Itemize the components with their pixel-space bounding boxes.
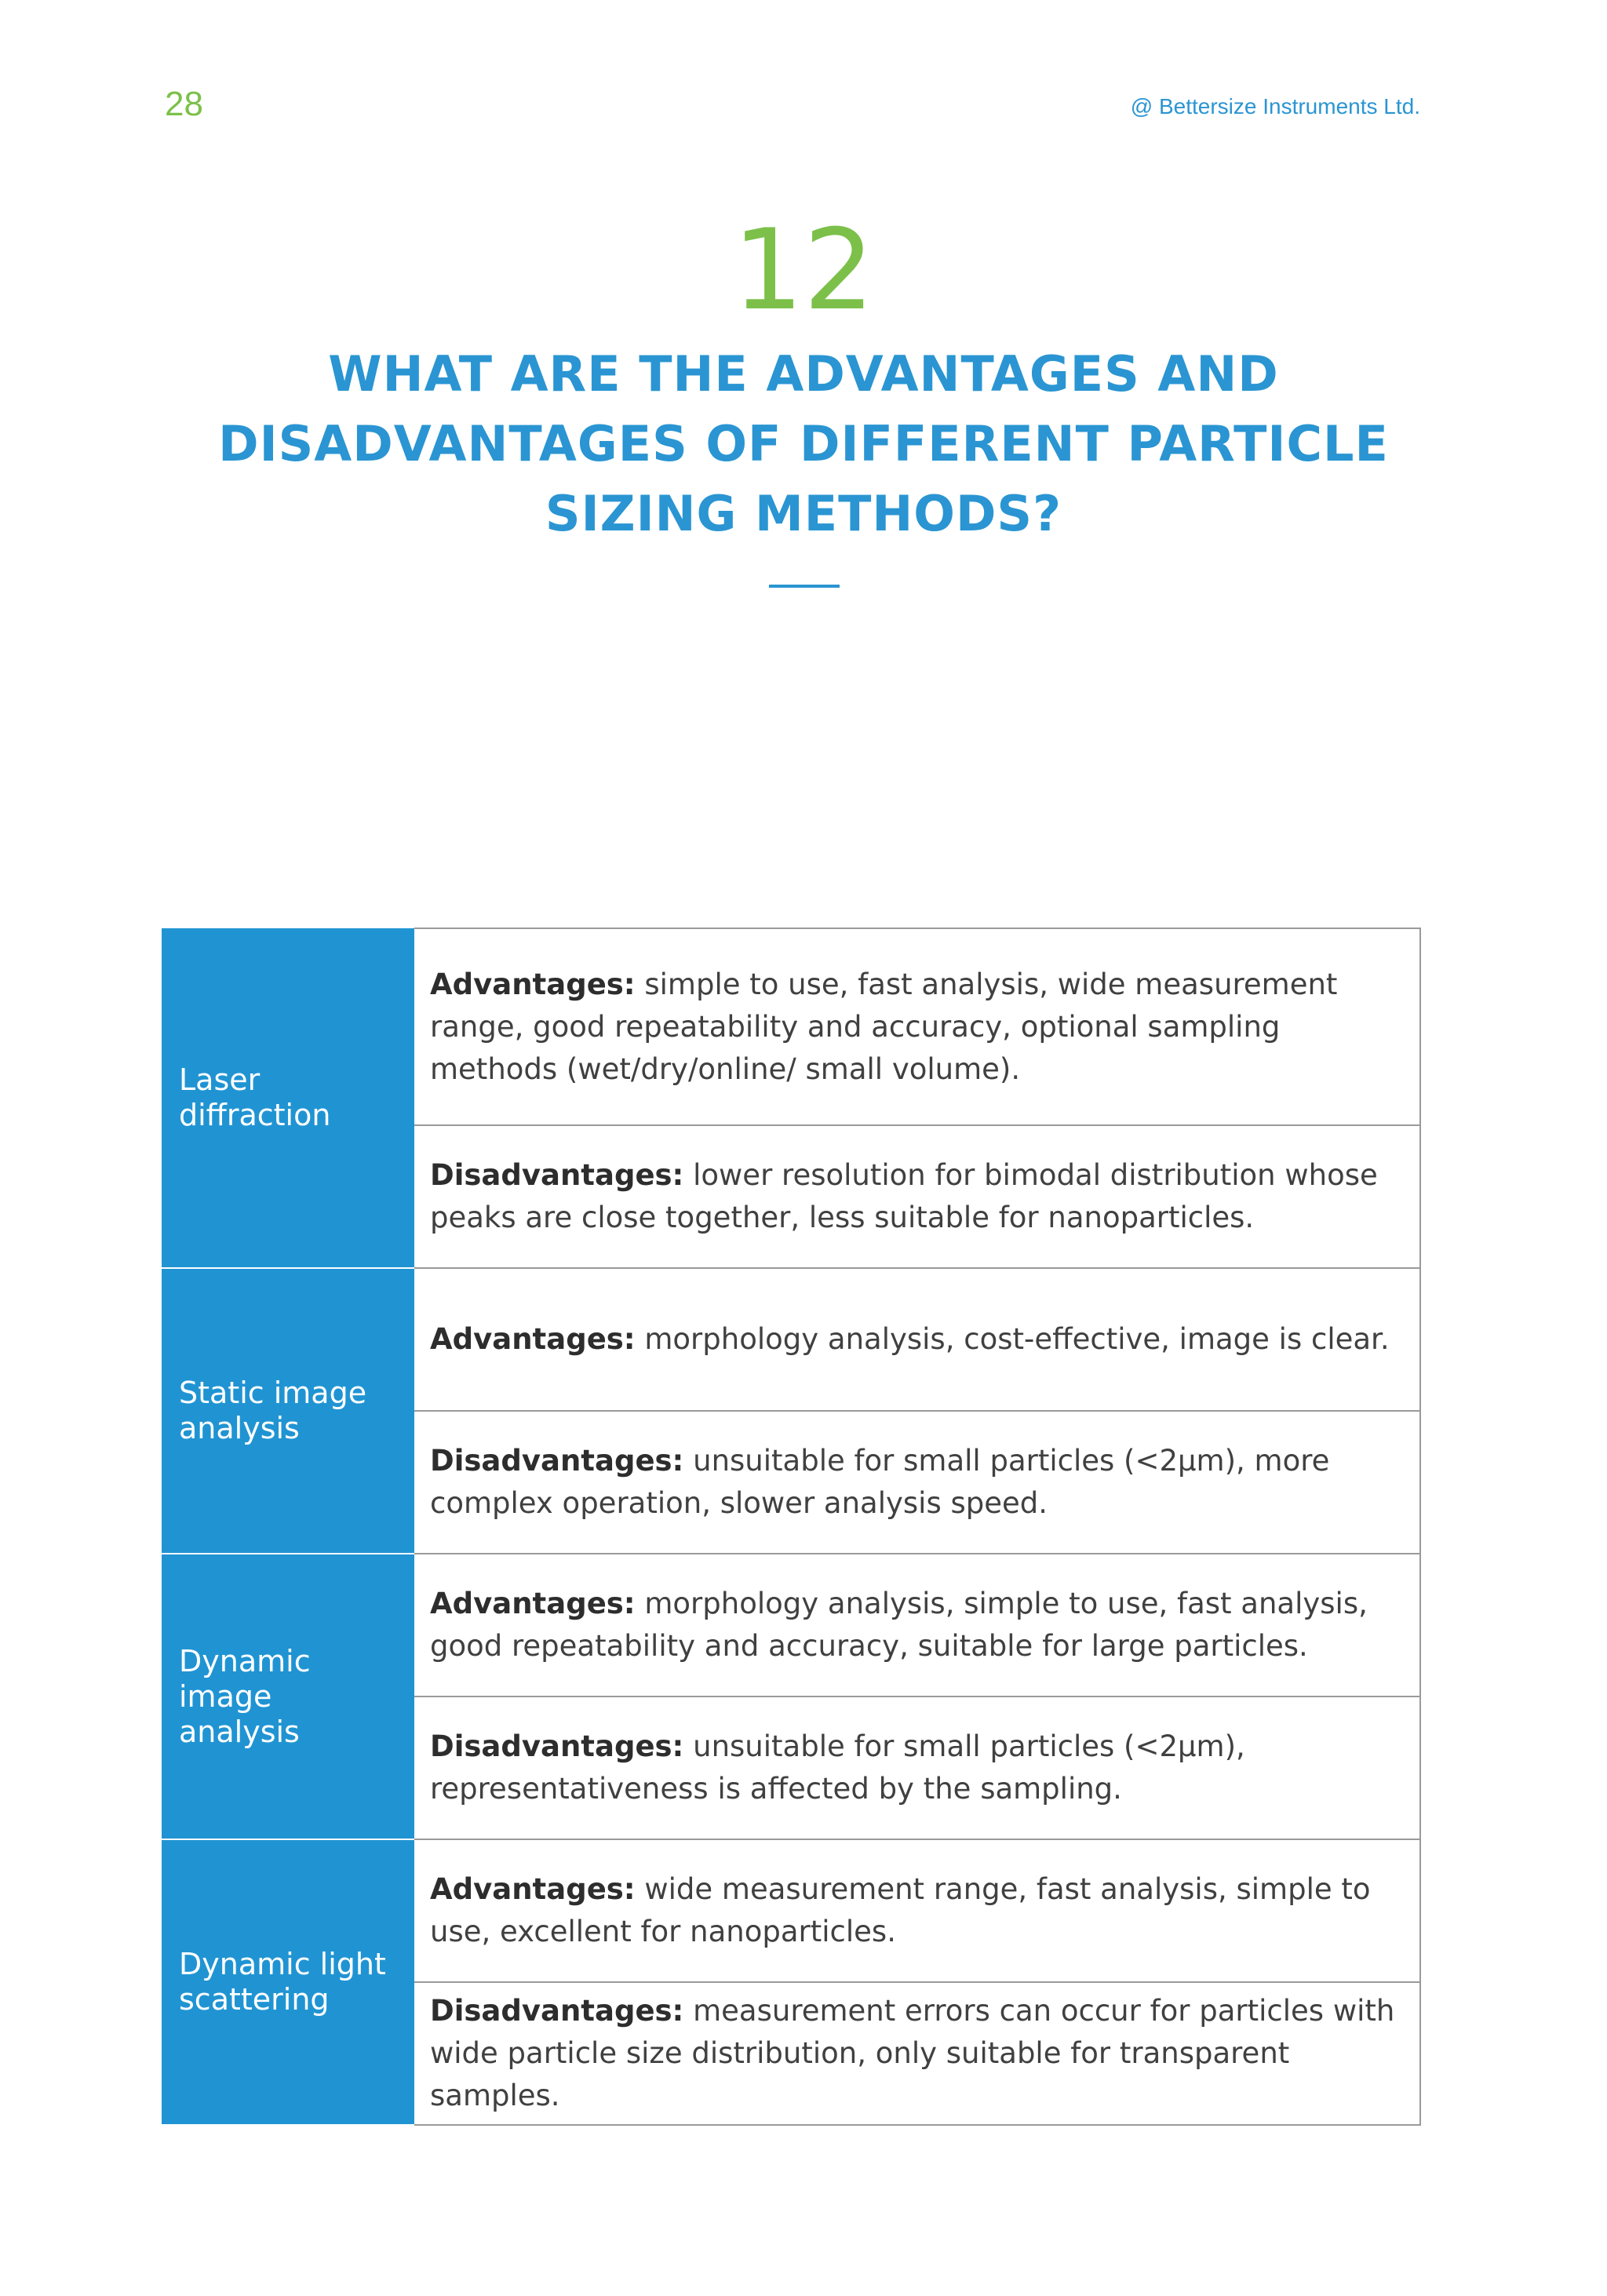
disadvantages-label: Disadvantages: xyxy=(430,1444,684,1478)
disadvantages-label: Disadvantages: xyxy=(430,1729,684,1763)
disadvantages-cell xyxy=(414,1125,1420,1268)
advantages-label: Advantages: xyxy=(430,1322,636,1356)
method-name-cell: Dynamic image analysis xyxy=(162,1554,414,1839)
disadvantages-text: measurement errors can occur for particles with wide particle size distribution, only suitable for transparent samples. xyxy=(430,1994,1395,2112)
methods-comparison-table xyxy=(162,928,1421,2126)
disadvantages-label: Disadvantages: xyxy=(430,1158,684,1192)
advantages-text: wide measurement range, fast analysis, simple to use, excellent for nanoparticles. xyxy=(430,1872,1371,1948)
title-divider xyxy=(769,585,840,588)
disadvantages-cell xyxy=(414,1982,1420,2125)
table-row xyxy=(162,1268,1420,1411)
advantages-cell xyxy=(414,928,1420,1125)
advantages-text: morphology analysis, cost-effective, image is clear. xyxy=(644,1322,1390,1356)
advantages-label: Advantages: xyxy=(430,967,636,1001)
publisher-credit: @ Bettersize Instruments Ltd. xyxy=(1130,94,1420,118)
table-row xyxy=(162,1839,1420,1982)
disadvantages-cell xyxy=(414,1696,1420,1839)
table-row xyxy=(162,1554,1420,1696)
advantages-cell xyxy=(414,1839,1420,1982)
page-number: 28 xyxy=(165,85,203,123)
advantages-cell xyxy=(414,1554,1420,1696)
chapter-number: 12 xyxy=(732,206,875,335)
advantages-text: morphology analysis, simple to use, fast analysis, good repeatability and accuracy, suitable for large particles. xyxy=(430,1587,1368,1663)
advantages-label: Advantages: xyxy=(430,1587,636,1620)
method-name-cell: Dynamic light scattering xyxy=(162,1839,414,2125)
method-name-cell: Laser diffraction xyxy=(162,928,414,1268)
disadvantages-text: unsuitable for small particles (<2μm), more complex operation, slower analysis speed. xyxy=(430,1444,1330,1520)
advantages-cell xyxy=(414,1268,1420,1411)
method-name-cell: Static image analysis xyxy=(162,1268,414,1554)
advantages-text: simple to use, fast analysis, wide measurement range, good repeatability and accuracy, optional sampling methods (wet/dry/online/ small volume). xyxy=(430,967,1338,1086)
advantages-label: Advantages: xyxy=(430,1872,636,1906)
disadvantages-label: Disadvantages: xyxy=(430,1994,684,2028)
chapter-title: WHAT ARE THE ADVANTAGES AND DISADVANTAGES OF DIFFERENT PARTICLE SIZING METHODS? xyxy=(218,345,1389,542)
table-row xyxy=(162,928,1420,1125)
disadvantages-text: lower resolution for bimodal distribution whose peaks are close together, less suitable for nanoparticles. xyxy=(430,1158,1378,1234)
disadvantages-text: unsuitable for small particles (<2μm), representativeness is affected by the sampling. xyxy=(430,1729,1245,1806)
disadvantages-cell xyxy=(414,1411,1420,1554)
